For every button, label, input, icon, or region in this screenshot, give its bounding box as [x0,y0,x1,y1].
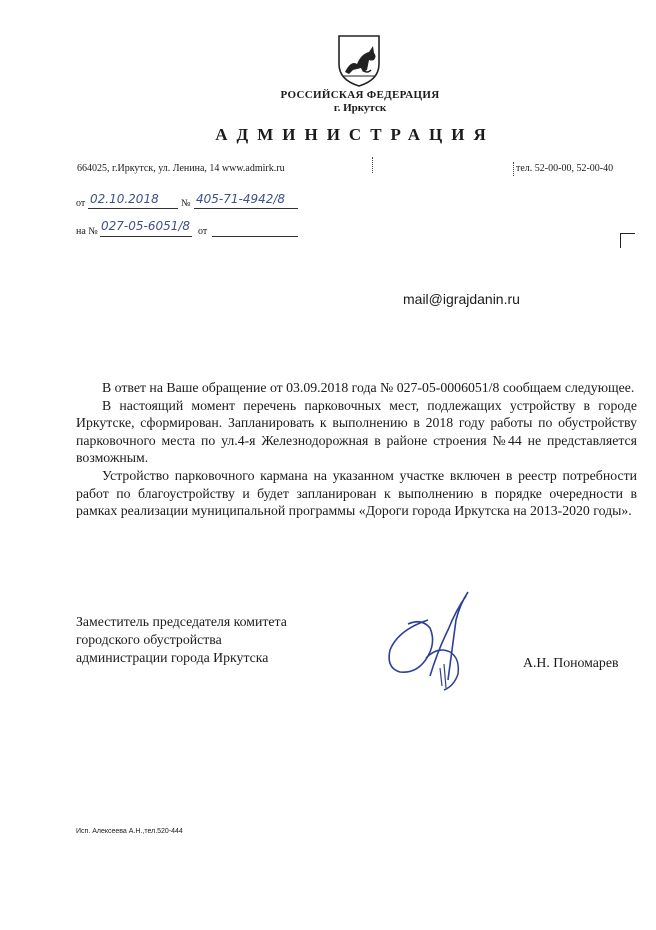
page-title: АДМИНИСТРАЦИЯ [215,125,495,144]
number-label: № [181,198,191,209]
header-city: г. Иркутск [333,102,387,114]
recipient-email: mail@igrajdanin.ru [403,291,520,307]
position-line: городского обустройства [76,632,222,647]
date-underline [88,208,178,209]
reply-date-underline [212,236,298,237]
position-line: Заместитель председателя комитета [76,614,287,629]
paragraph: В ответ на Ваше обращение от 03.09.2018 года № 027-05-0006051/8 сообщаем следующее. [102,380,635,395]
reply-from-label: от [198,226,208,237]
paragraph: В настоящий момент перечень парковочных мест, подлежащих устройству в городе Иркутске, сформирован. Запланировать к выполнению в 2018 году работы по обустройству парковочного места по ул.4-я Железнодорожная в районе строения №44 не представляется возможным. [76,397,637,466]
header-phone: тел. 52-00-00, 52-00-40 [516,163,614,174]
header-address: 664025, г.Иркутск, ул. Ленина, 14 www.admirk.ru [77,163,285,174]
separator [372,157,373,173]
position-line: администрации города Иркутска [76,650,269,665]
separator [513,162,514,176]
executor-info: Исп. Алексеева А.Н.,тел.520-444 [76,828,183,835]
outgoing-date: 02.10.2018 [90,192,159,206]
signatory-name: А.Н. Пономарев [523,655,619,670]
number-underline [194,208,298,209]
reply-underline [100,236,192,237]
handwritten-signature [378,590,518,700]
reply-label: на № [76,226,98,237]
from-label: от [76,198,86,209]
paragraph: Устройство парковочного кармана на указанном участке включен в реестр потребности работ по благоустройству и будет запланирован к выполнению в порядке очередности в рамках реализации муниципальной программы «Дороги города Иркутска на 2013-2020 годы». [76,467,637,519]
header-country: РОССИЙСКАЯ ФЕДЕРАЦИЯ [280,89,440,101]
coat-of-arms-icon [333,30,385,88]
reply-number: 027-05-6051/8 [101,219,191,233]
signatory-position [76,613,287,667]
outgoing-number: 405-71-4942/8 [196,192,286,206]
letter-body [76,379,637,520]
address-corner-mark [620,233,635,248]
